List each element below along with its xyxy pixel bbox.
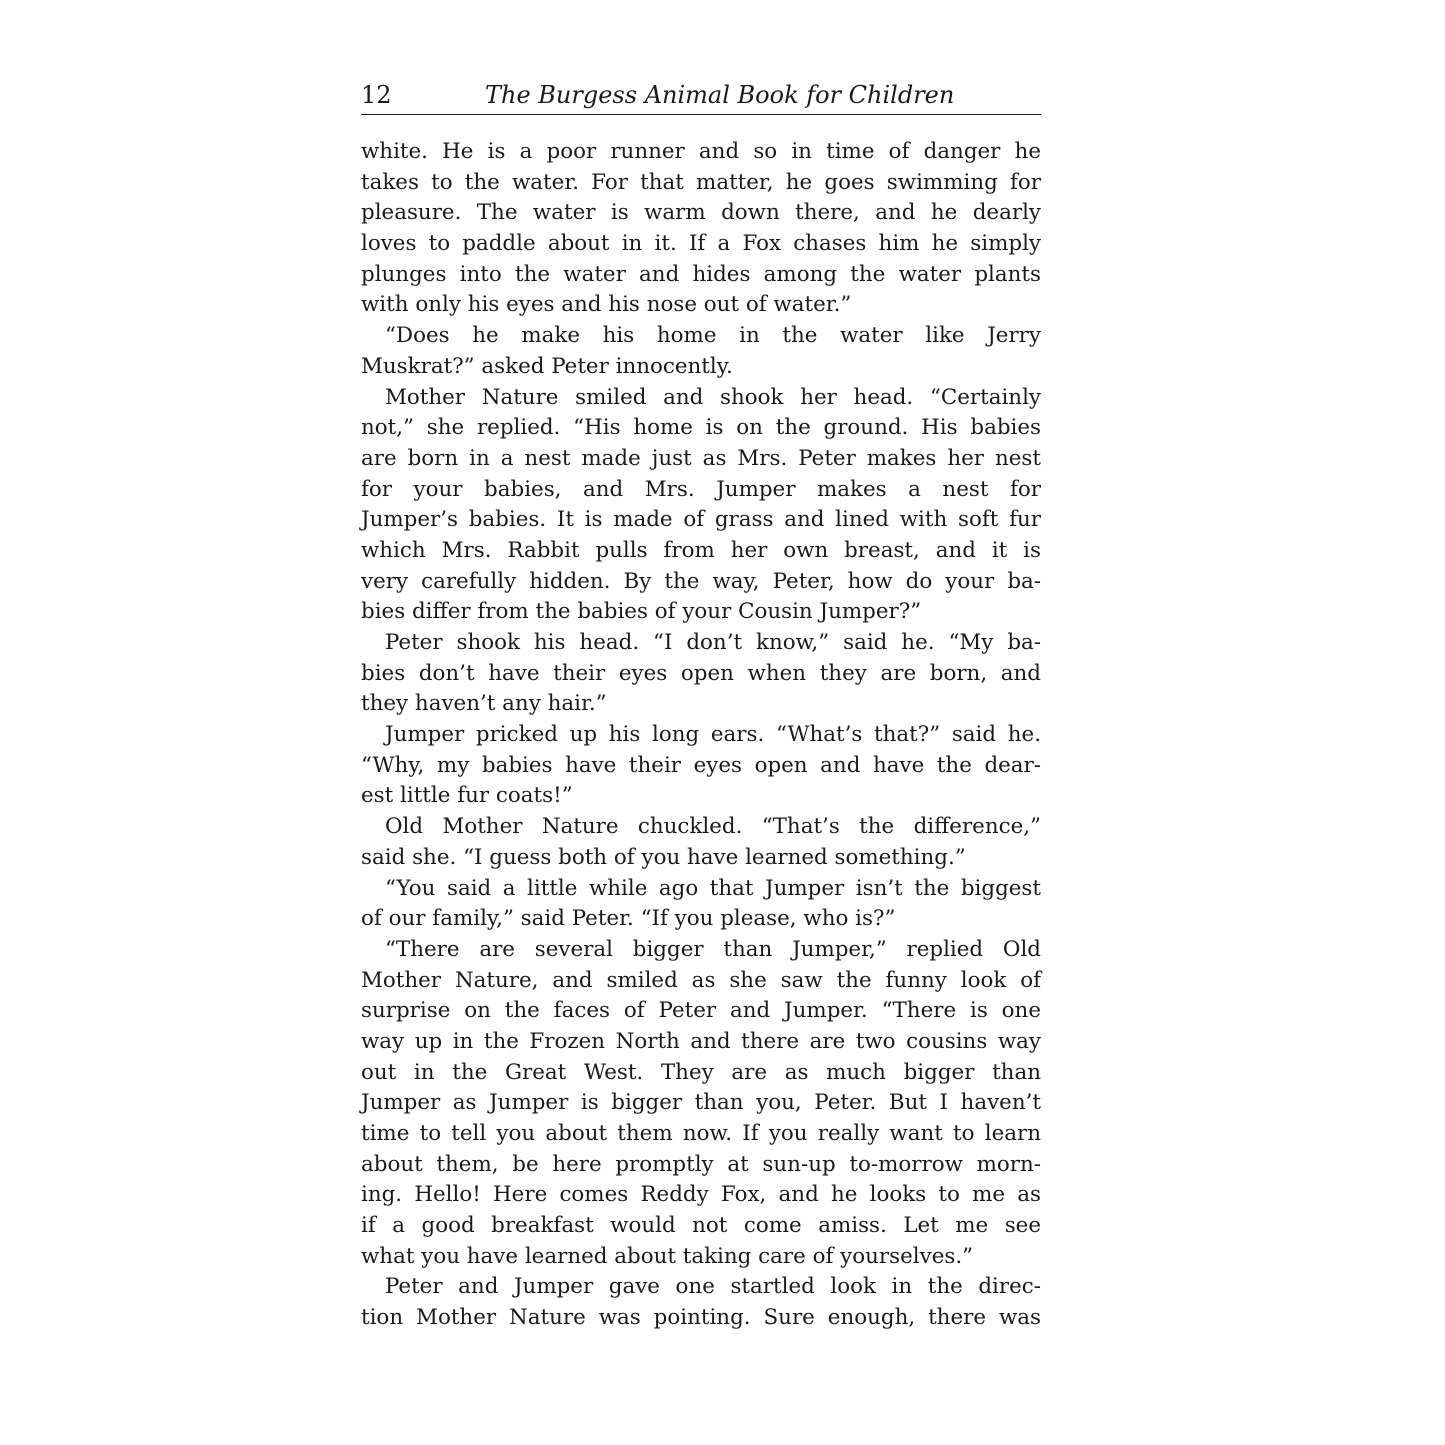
- text-line: said she. “I guess both of you have learned something.”: [361, 844, 966, 870]
- text-line: bies don’t have their eyes open when they are born, and: [361, 660, 1041, 686]
- text-line: about them, be here promptly at sun-up to-morrow morn-: [361, 1151, 1041, 1177]
- text-line: Mother Nature, and smiled as she saw the funny look of: [361, 967, 1041, 993]
- text-line: not,” she replied. “His home is on the ground. His babies: [361, 415, 1041, 441]
- text-line: Jumper’s babies. It is made of grass and lined with soft fur: [361, 507, 1041, 533]
- text-line: with only his eyes and his nose out of water.”: [361, 292, 852, 318]
- text-line: what you have learned about taking care of yourselves.”: [361, 1243, 974, 1269]
- text-line: they haven’t any hair.”: [361, 691, 607, 717]
- text-line: out in the Great West. They are as much bigger than: [361, 1059, 1041, 1085]
- text-line: est little fur coats!”: [361, 783, 573, 809]
- text-line: “Why, my babies have their eyes open and have the dear-: [361, 752, 1041, 778]
- text-line: Peter and Jumper gave one startled look in the direc-: [385, 1274, 1041, 1300]
- text-line: Peter shook his head. “I don’t know,” said he. “My ba-: [385, 630, 1041, 655]
- text-line: pleasure. The water is warm down there, and he dearly: [361, 200, 1041, 226]
- text-line: white. He is a poor runner and so in time of danger he: [361, 139, 1041, 164]
- text-line: Muskrat?” asked Peter innocently.: [361, 353, 733, 379]
- text-line: Mother Nature smiled and shook her head. “Certainly: [385, 384, 1041, 410]
- text-line: Old Mother Nature chuckled. “That’s the difference,”: [385, 814, 1041, 840]
- text-line: tion Mother Nature was pointing. Sure enough, there was: [361, 1305, 1041, 1331]
- book-page: [361, 76, 1041, 1334]
- text-line: way up in the Frozen North and there are two cousins way: [361, 1028, 1041, 1054]
- text-line: “Does he make his home in the water like Jerry: [385, 323, 1041, 349]
- text-line: takes to the water. For that matter, he goes swimming for: [361, 169, 1041, 195]
- text-line: very carefully hidden. By the way, Peter, how do your ba-: [361, 568, 1041, 594]
- text-line: if a good breakfast would not come amiss. Let me see: [361, 1213, 1041, 1239]
- text-line: for your babies, and Mrs. Jumper makes a nest for: [361, 476, 1041, 502]
- body-text: [361, 137, 1041, 1334]
- text-line: Jumper as Jumper is bigger than you, Peter. But I haven’t: [361, 1090, 1041, 1116]
- text-line: loves to paddle about in it. If a Fox chases him he simply: [361, 231, 1041, 257]
- text-line: bies differ from the babies of your Cousin Jumper?”: [361, 599, 922, 625]
- text-line: of our family,” said Peter. “If you please, who is?”: [361, 906, 896, 932]
- text-line: are born in a nest made just as Mrs. Peter makes her nest: [361, 445, 1041, 471]
- text-line: “There are several bigger than Jumper,” replied Old: [385, 936, 1041, 962]
- book-title: The Burgess Animal Book for Children: [485, 81, 955, 109]
- text-line: surprise on the faces of Peter and Jumper. “There is one: [361, 998, 1041, 1024]
- text-line: plunges into the water and hides among the water plants: [361, 261, 1041, 287]
- text-line: “You said a little while ago that Jumper isn’t the biggest: [385, 875, 1041, 901]
- text-line: Jumper pricked up his long ears. “What’s that?” said he.: [385, 722, 1041, 748]
- page-number: 12: [361, 81, 392, 109]
- running-head: [361, 76, 1041, 115]
- text-line: which Mrs. Rabbit pulls from her own breast, and it is: [361, 537, 1041, 563]
- text-line: ing. Hello! Here comes Reddy Fox, and he looks to me as: [361, 1182, 1041, 1208]
- text-line: time to tell you about them now. If you really want to learn: [361, 1121, 1041, 1146]
